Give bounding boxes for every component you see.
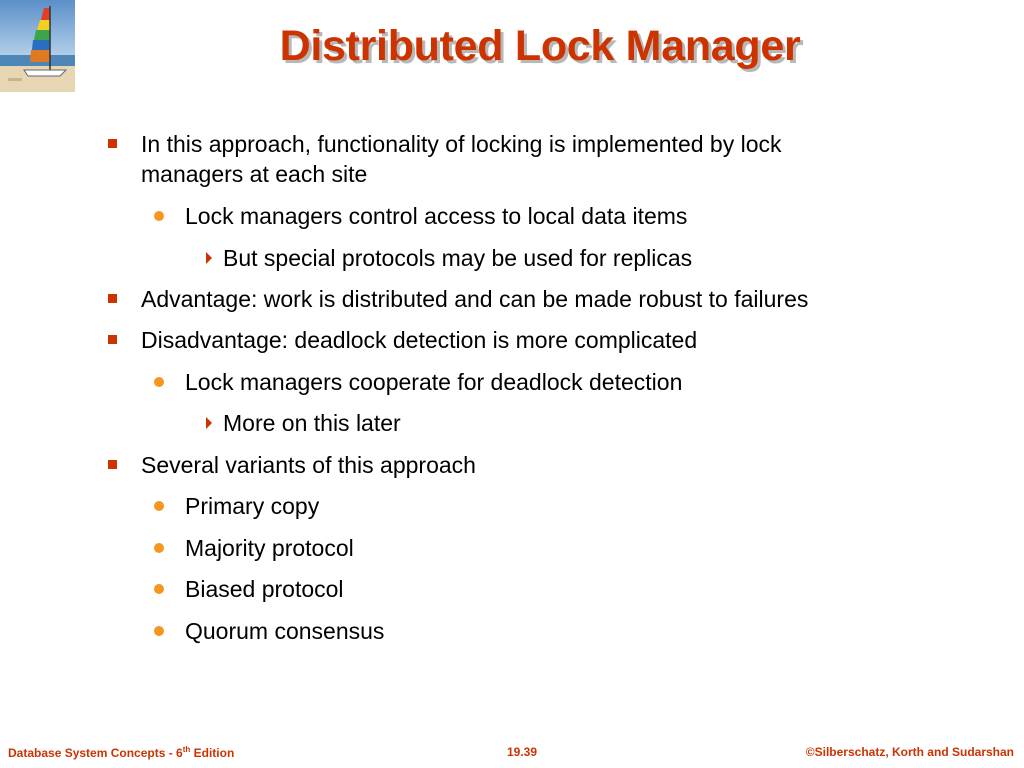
footer-copyright: ©Silberschatz, Korth and Sudarshan xyxy=(805,745,1014,759)
square-bullet-icon xyxy=(108,460,117,469)
square-bullet-icon xyxy=(108,335,117,344)
circle-bullet-icon xyxy=(154,501,164,511)
list-item xyxy=(185,367,682,397)
list-item xyxy=(223,408,401,438)
list-item xyxy=(185,616,384,646)
bullet-text: Biased protocol xyxy=(185,576,344,602)
circle-bullet-icon xyxy=(154,626,164,636)
list-item xyxy=(141,129,782,159)
bullet-text: Several variants of this approach xyxy=(141,452,476,478)
bullet-text: More on this later xyxy=(223,410,401,436)
footer-book-sup: th xyxy=(182,745,191,754)
list-item xyxy=(141,284,808,314)
bullet-text: In this approach, functionality of locking is implemented by lock xyxy=(141,131,782,157)
list-item xyxy=(141,325,697,355)
list-item xyxy=(185,533,354,563)
list-item xyxy=(185,574,344,604)
list-item xyxy=(185,201,687,231)
circle-bullet-icon xyxy=(154,584,164,594)
list-item xyxy=(141,159,367,189)
footer-book-prefix: Database System Concepts - 6 xyxy=(8,746,183,760)
bullet-text: Lock managers control access to local data items xyxy=(185,203,688,229)
page-title: Distributed Lock Manager xyxy=(279,22,801,70)
bullet-text: Majority protocol xyxy=(185,535,354,561)
footer-book-title xyxy=(8,745,234,760)
circle-bullet-icon xyxy=(154,377,164,387)
square-bullet-icon xyxy=(108,139,117,148)
bullet-text: Disadvantage: deadlock detection is more complicated xyxy=(141,327,698,353)
bullet-text: Advantage: work is distributed and can be made robust to failures xyxy=(141,286,809,312)
bullet-text: Quorum consensus xyxy=(185,618,385,644)
list-item xyxy=(141,450,476,480)
circle-bullet-icon xyxy=(154,211,164,221)
circle-bullet-icon xyxy=(154,543,164,553)
footer-book-suffix: Edition xyxy=(190,746,235,760)
square-bullet-icon xyxy=(108,294,117,303)
triangle-arrow-bullet-icon xyxy=(206,252,212,264)
bullet-text: Lock managers cooperate for deadlock detection xyxy=(185,369,683,395)
triangle-arrow-bullet-icon xyxy=(206,417,212,429)
bullet-text: But special protocols may be used for replicas xyxy=(223,245,693,271)
bullet-text: Primary copy xyxy=(185,493,320,519)
list-item xyxy=(185,491,319,521)
page-number: 19.39 xyxy=(507,745,538,759)
list-item xyxy=(223,243,692,273)
bullet-text: managers at each site xyxy=(141,161,368,187)
